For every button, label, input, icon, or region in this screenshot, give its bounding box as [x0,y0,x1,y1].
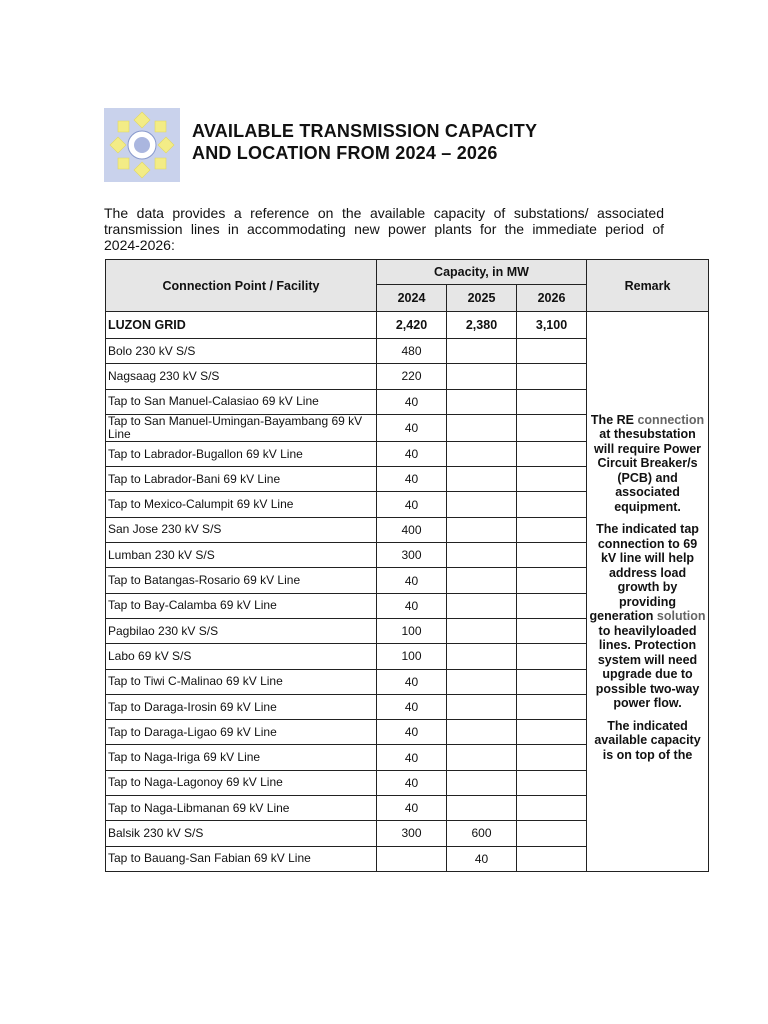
header-year-2024: 2024 [377,285,447,312]
facility-name: Tap to Batangas-Rosario 69 kV Line [106,568,377,593]
facility-name: Tap to San Manuel-Umingan-Bayambang 69 kV Line [106,414,377,441]
capacity-2026 [517,441,587,466]
table-header-row [106,260,709,285]
facility-name: Labo 69 kV S/S [106,644,377,669]
capacity-2024 [377,846,447,871]
grid-2026: 3,100 [517,312,587,339]
capacity-2024: 40 [377,770,447,795]
remark-paragraph-1 [589,413,706,515]
capacity-2025 [447,796,517,821]
capacity-2026 [517,745,587,770]
capacity-2024: 40 [377,593,447,618]
capacity-2025 [447,694,517,719]
capacity-2025 [447,618,517,643]
capacity-2025 [447,669,517,694]
remark-p1-c: at thesubstation will require Power Circuit Breaker/s (PCB) and associated equipment. [594,427,702,514]
capacity-2026 [517,364,587,389]
capacity-2024: 300 [377,821,447,846]
capacity-2026 [517,669,587,694]
capacity-2024: 40 [377,745,447,770]
capacity-2025 [447,339,517,364]
facility-name: Tap to Mexico-Calumpit 69 kV Line [106,492,377,517]
capacity-2026 [517,618,587,643]
capacity-2025 [447,770,517,795]
capacity-2024: 300 [377,543,447,568]
agency-seal-icon [104,108,180,182]
capacity-table [105,259,709,872]
capacity-2025 [447,720,517,745]
capacity-2025 [447,467,517,492]
facility-name: Tap to Bauang-San Fabian 69 kV Line [106,846,377,871]
facility-name: Balsik 230 kV S/S [106,821,377,846]
capacity-2024: 40 [377,720,447,745]
facility-name: Tap to Daraga-Irosin 69 kV Line [106,694,377,719]
capacity-2024: 40 [377,568,447,593]
capacity-2025: 40 [447,846,517,871]
intro-line-3: 2024-2026: [104,237,175,253]
grid-name: LUZON GRID [106,312,377,339]
facility-name: Tap to Daraga-Ligao 69 kV Line [106,720,377,745]
remark-p2-b: solution [656,609,706,624]
header-year-2026: 2026 [517,285,587,312]
facility-name: Tap to San Manuel-Calasiao 69 kV Line [106,389,377,414]
header-remark: Remark [587,260,709,312]
agency-seal-logo [104,108,180,182]
capacity-2026 [517,846,587,871]
capacity-2024: 220 [377,364,447,389]
capacity-2025: 600 [447,821,517,846]
document-title [192,120,537,164]
facility-name: Lumban 230 kV S/S [106,543,377,568]
facility-name: Tap to Tiwi C-Malinao 69 kV Line [106,669,377,694]
header-capacity: Capacity, in MW [377,260,587,285]
facility-name: San Jose 230 kV S/S [106,517,377,542]
capacity-2025 [447,745,517,770]
capacity-2025 [447,543,517,568]
remark-p2-a: The indicated tap connection to 69 kV line will help address load growth by providing generation [589,522,699,624]
facility-name: Tap to Naga-Iriga 69 kV Line [106,745,377,770]
capacity-2025 [447,644,517,669]
remark-paragraph-2 [589,522,706,711]
capacity-2026 [517,492,587,517]
capacity-2024: 40 [377,694,447,719]
facility-name: Tap to Bay-Calamba 69 kV Line [106,593,377,618]
capacity-2026 [517,821,587,846]
capacity-2026 [517,414,587,441]
capacity-2024: 40 [377,441,447,466]
capacity-2026 [517,593,587,618]
capacity-2025 [447,441,517,466]
capacity-2026 [517,796,587,821]
title-line-2: AND LOCATION FROM 2024 – 2026 [192,143,498,163]
capacity-2024: 40 [377,492,447,517]
facility-name: Tap to Naga-Libmanan 69 kV Line [106,796,377,821]
capacity-2024: 480 [377,339,447,364]
capacity-2025 [447,593,517,618]
remark-paragraph-3: The indicated available capacity is on top of the [594,718,701,762]
grid-2025: 2,380 [447,312,517,339]
capacity-2025 [447,492,517,517]
facility-name: Bolo 230 kV S/S [106,339,377,364]
facility-name: Tap to Labrador-Bani 69 kV Line [106,467,377,492]
intro-line-1: The data provides a reference on the available capacity of substations/ associated [104,205,664,221]
title-line-1: AVAILABLE TRANSMISSION CAPACITY [192,121,538,141]
facility-name: Nagsaag 230 kV S/S [106,364,377,389]
header-year-2025: 2025 [447,285,517,312]
intro-line-2: transmission lines in accommodating new power plants for the immediate period of [104,221,664,237]
header-facility: Connection Point / Facility [106,260,377,312]
capacity-2026 [517,389,587,414]
capacity-2025 [447,517,517,542]
capacity-2026 [517,568,587,593]
capacity-2026 [517,770,587,795]
capacity-2025 [447,389,517,414]
capacity-2025 [447,364,517,389]
remark-p2-c: to heavilyloaded lines. Protection system will need upgrade due to possible two-way power flow. [595,623,700,711]
capacity-2026 [517,644,587,669]
grid-2024: 2,420 [377,312,447,339]
capacity-2025 [447,568,517,593]
capacity-2024: 40 [377,389,447,414]
remark-p1-b: connection [637,412,705,427]
remark-cell [587,312,709,872]
capacity-2025 [447,414,517,441]
facility-name: Tap to Labrador-Bugallon 69 kV Line [106,441,377,466]
capacity-2024: 400 [377,517,447,542]
capacity-2024: 40 [377,796,447,821]
facility-name: Pagbilao 230 kV S/S [106,618,377,643]
capacity-2026 [517,517,587,542]
capacity-2026 [517,543,587,568]
capacity-2024: 40 [377,669,447,694]
facility-name: Tap to Naga-Lagonoy 69 kV Line [106,770,377,795]
grid-total-row [106,312,709,339]
capacity-2024: 40 [377,414,447,441]
intro-paragraph [104,205,664,253]
capacity-2026 [517,467,587,492]
capacity-2024: 100 [377,618,447,643]
remark-p1-a: The RE [590,412,638,427]
capacity-2024: 40 [377,467,447,492]
capacity-2024: 100 [377,644,447,669]
capacity-2026 [517,694,587,719]
capacity-2026 [517,339,587,364]
capacity-2026 [517,720,587,745]
